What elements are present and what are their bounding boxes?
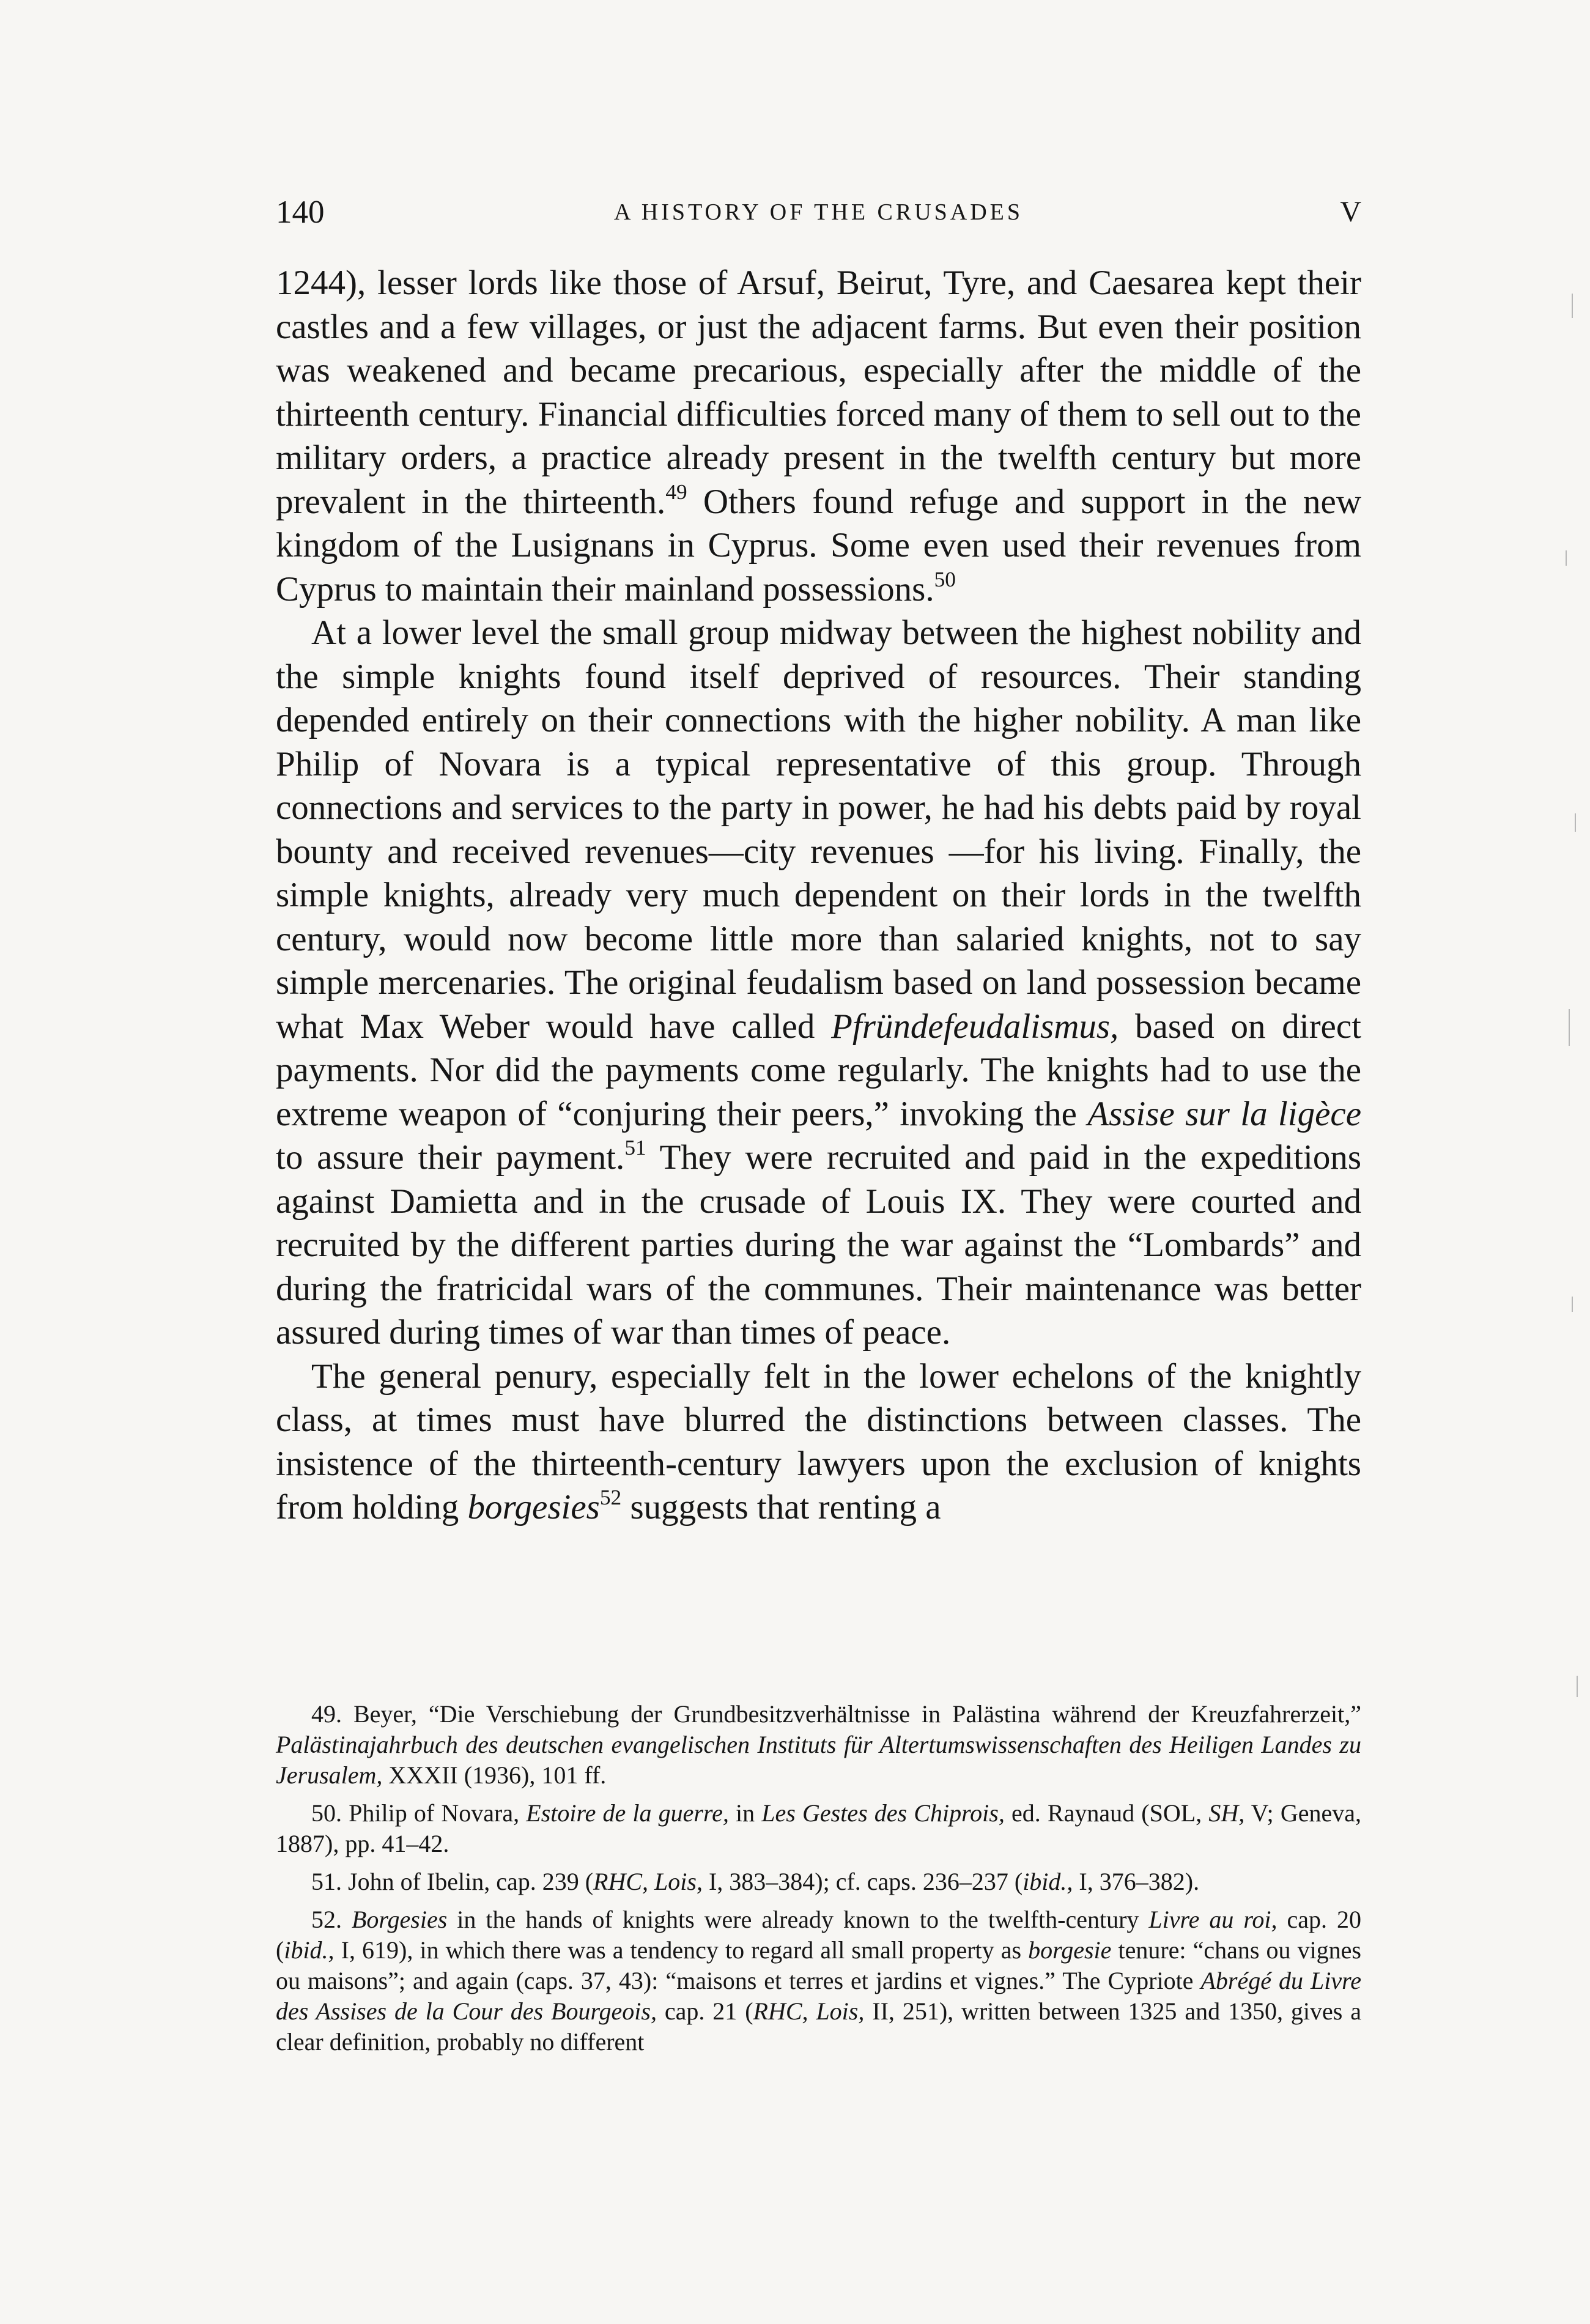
text-run: based on direct payments. Nor did the payments come regularly. The knights had to use the extreme weapon of “conjuring their peers,” invoking the — [276, 1007, 1361, 1133]
italic-title: SH, — [1208, 1799, 1245, 1827]
italic-term: borgesies — [467, 1488, 600, 1527]
italic-title: ibid., — [284, 1936, 335, 1964]
book-title: A HISTORY OF THE CRUSADES — [613, 199, 1024, 225]
footnotes — [276, 1699, 1361, 2065]
footnote-ref-49[interactable]: 49 — [665, 479, 687, 504]
main-text — [276, 261, 1361, 1530]
paragraph-3 — [276, 1355, 1361, 1530]
text-run: Others found refuge and support in the new kingdom of the Lusignans in Cyprus. Some even used their revenues from Cyprus to maintain their mainland possessions. — [276, 482, 1361, 609]
text-run: II, 251), written between 1325 and 1350, gives a clear definition, probably no different — [276, 1997, 1361, 2056]
volume-number: V — [1340, 196, 1361, 228]
italic-title: borgesie — [1028, 1936, 1112, 1964]
italic-title: Palästinajahrbuch des deutschen evangelischen Instituts für Altertumswissenschaften des Heiligen Landes zu Jerusalem, — [276, 1731, 1361, 1789]
scan-mark — [1575, 813, 1576, 832]
footnote-49 — [276, 1699, 1361, 1791]
scan-mark — [1577, 1676, 1578, 1697]
text-run: I, 619), in which there was a tendency to regard all small property as — [334, 1936, 1029, 1964]
text-run: tenure: “chans ou vignes ou maisons”; and again (caps. 37, 43): “maisons et terres et jardins et vignes.” The Cypriote — [276, 1936, 1361, 1994]
paragraph-2 — [276, 611, 1361, 1355]
footnote-ref-50[interactable]: 50 — [934, 567, 956, 591]
italic-title: Livre au roi, — [1148, 1906, 1278, 1933]
paragraph-1 — [276, 261, 1361, 611]
text-run: to assure their payment. — [276, 1138, 625, 1177]
text-run: 49. Beyer, “Die Verschiebung der Grundbesitzverhältnisse in Palästina während der Kreuzfahrerzeit,” — [311, 1700, 1361, 1728]
italic-title: Abrégé du Livre des Assises de la Cour des Bourgeois, — [276, 1967, 1361, 2025]
text-run: 50. Philip of Novara, — [311, 1799, 527, 1827]
text-run: V; Geneva, 1887), pp. 41–42. — [276, 1799, 1361, 1857]
scan-mark — [1566, 550, 1567, 566]
italic-title: RHC, Lois, — [753, 1997, 865, 2025]
scan-mark — [1572, 294, 1573, 318]
italic-title: ibid., — [1022, 1868, 1073, 1895]
text-run: They were recruited and paid in the expeditions against Damietta and in the crusade of Louis IX. They were courted and recruited by the different parties during the war against the “Lombards” and during the fratricidal wars of the communes. Their maintenance was better assured during times of war than times of peace. — [276, 1138, 1361, 1352]
text-run: I, 383–384); cf. caps. 236–237 ( — [702, 1868, 1023, 1895]
page-number: 140 — [276, 194, 325, 230]
running-head — [276, 191, 1361, 234]
italic-title: Borgesies — [352, 1906, 448, 1933]
italic-term: Pfründefeudalismus, — [831, 1007, 1119, 1046]
text-run: cap. 21 ( — [656, 1997, 753, 2025]
text-run: in — [728, 1799, 762, 1827]
text-run: I, 376–382). — [1073, 1868, 1200, 1895]
scan-edge-marks — [1541, 0, 1590, 2324]
italic-term: Assise sur la ligèce — [1087, 1094, 1362, 1133]
text-run: 52. — [311, 1906, 352, 1933]
text-run: XXXII (1936), 101 ff. — [382, 1761, 607, 1789]
italic-title: RHC, Lois, — [593, 1868, 703, 1895]
footnote-51 — [276, 1867, 1361, 1897]
text-run: cap. 20 ( — [276, 1906, 1361, 1964]
text-run: 51. John of Ibelin, cap. 239 ( — [311, 1868, 594, 1895]
italic-title: Estoire de la guerre, — [526, 1799, 729, 1827]
text-run: ed. Raynaud (SOL, — [1004, 1799, 1209, 1827]
footnote-52 — [276, 1904, 1361, 2057]
footnote-ref-52[interactable]: 52 — [599, 1486, 622, 1510]
italic-title: Les Gestes des Chiprois, — [761, 1799, 1005, 1827]
scan-mark — [1572, 1297, 1573, 1312]
text-run: in the hands of knights were already known to the twelfth-century — [447, 1906, 1149, 1933]
text-run: At a lower level the small group midway between the highest nobility and the simple knights found itself deprived of resources. Their standing depended entirely on their connections with the higher nobility. A man like Philip of Novara is a typical representative of this group. Through connections and services to the party in power, he had his debts paid by royal bounty and received revenues—city revenues —for his living. Finally, the simple knights, already very much dependent on their lords in the twelfth century, would now become little more than salaried knights, not to say simple mercenaries. The original feudalism based on land possession became what Max Weber would have called — [276, 613, 1361, 1046]
scan-mark — [1569, 1009, 1570, 1046]
footnote-50 — [276, 1798, 1361, 1859]
footnote-ref-51[interactable]: 51 — [624, 1136, 646, 1160]
text-run: 1244), lesser lords like those of Arsuf, Beirut, Tyre, and Caesarea kept their castles and a few villages, or just the adjacent farms. But even their position was weakened and became precarious, especially after the middle of the thirteenth century. Financial difficulties forced many of them to sell out to the military orders, a practice already present in the twelfth century but more prevalent in the thirteenth. — [276, 264, 1361, 521]
text-run: The general penury, especially felt in the lower echelons of the knightly class, at times must have blurred the distinctions between classes. The insistence of the thirteenth-century lawyers upon the exclusion of knights from holding — [276, 1356, 1361, 1527]
text-run: suggests that renting a — [621, 1488, 941, 1527]
